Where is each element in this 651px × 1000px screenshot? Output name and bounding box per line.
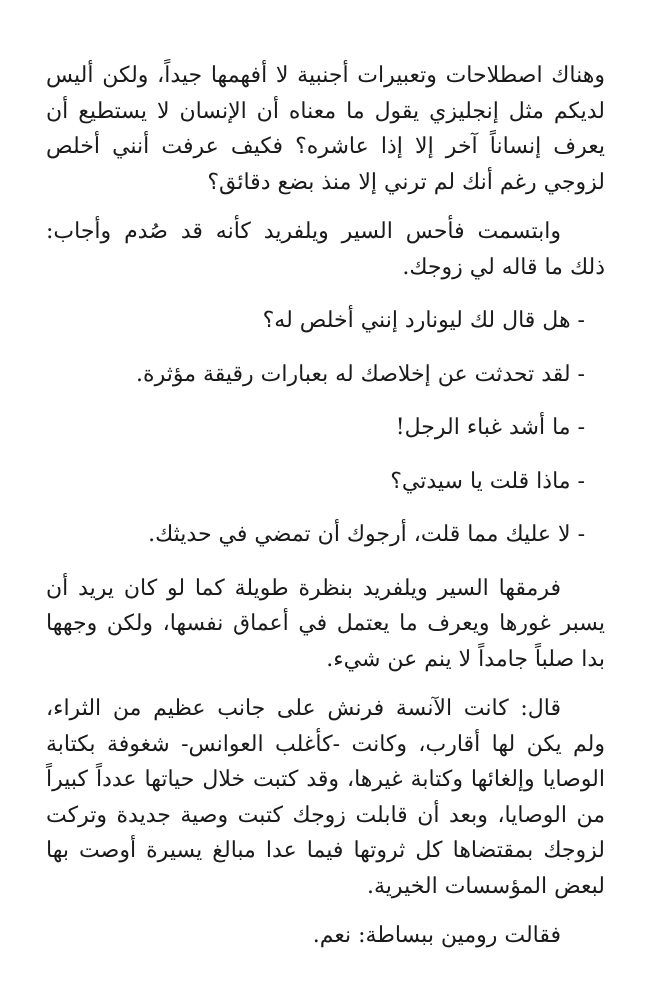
dialogue-line-5: - لا عليك مما قلت، أرجوك أن تمضي في حديثك. <box>148 522 585 547</box>
paragraph-1: وهناك اصطلاحات وتعبيرات أجنبية لا أفهمها جيداً، ولكن أليس لديكم مثل إنجليزي يقول ما معناه أن الإنسان لا يستطيع أن يعرف إنساناً آخر إلا إذا عاشره؟ فكيف عرفت أنني أخلص لزوجي رغم أنك لم ترني إلا منذ بضع دقائق؟ <box>46 63 605 195</box>
paragraph-3: فرمقها السير ويلفريد بنظرة طويلة كما لو كان يريد أن يسبر غورها ويعرف ما يعتمل في أعماق نفسها، ولكن وجهها بدا صلباً جامداً لا ينم عن شيء. <box>46 575 605 672</box>
paragraph-2: وابتسمت فأحس السير ويلفريد كأنه قد صُدم وأجاب: ذلك ما قاله لي زوجك. <box>46 219 605 280</box>
dialogue-line-2: - لقد تحدثت عن إخلاصك له بعبارات رقيقة مؤثرة. <box>136 361 585 387</box>
dialogue-line-4: - ماذا قلت يا سيدتي؟ <box>390 468 585 494</box>
paragraph-4: قال: كانت الآنسة فرنش على جانب عظيم من الثراء، ولم يكن لها أقارب، وكانت -كأغلب العوانس- شغوفة بكتابة الوصايا وإلغائها وكتابة غيرها، وقد كتبت خلال حياتها عدداً كبيراً من الوصايا، وبعد أن قابلت زوجك كتبت وصية جديدة وتركت لزوجك بمقتضاها كل ثروتها فيما عدا مبالغ يسيرة أوصت بها لبعض المؤسسات الخيرية. <box>46 696 605 899</box>
dialogue-line-1: - هل قال لك ليونارد إنني أخلص له؟ <box>262 308 585 333</box>
paragraph-5: فقالت رومين ببساطة: نعم. <box>312 923 561 948</box>
dialogue-line-3: - ما أشد غباء الرجل! <box>395 415 585 440</box>
